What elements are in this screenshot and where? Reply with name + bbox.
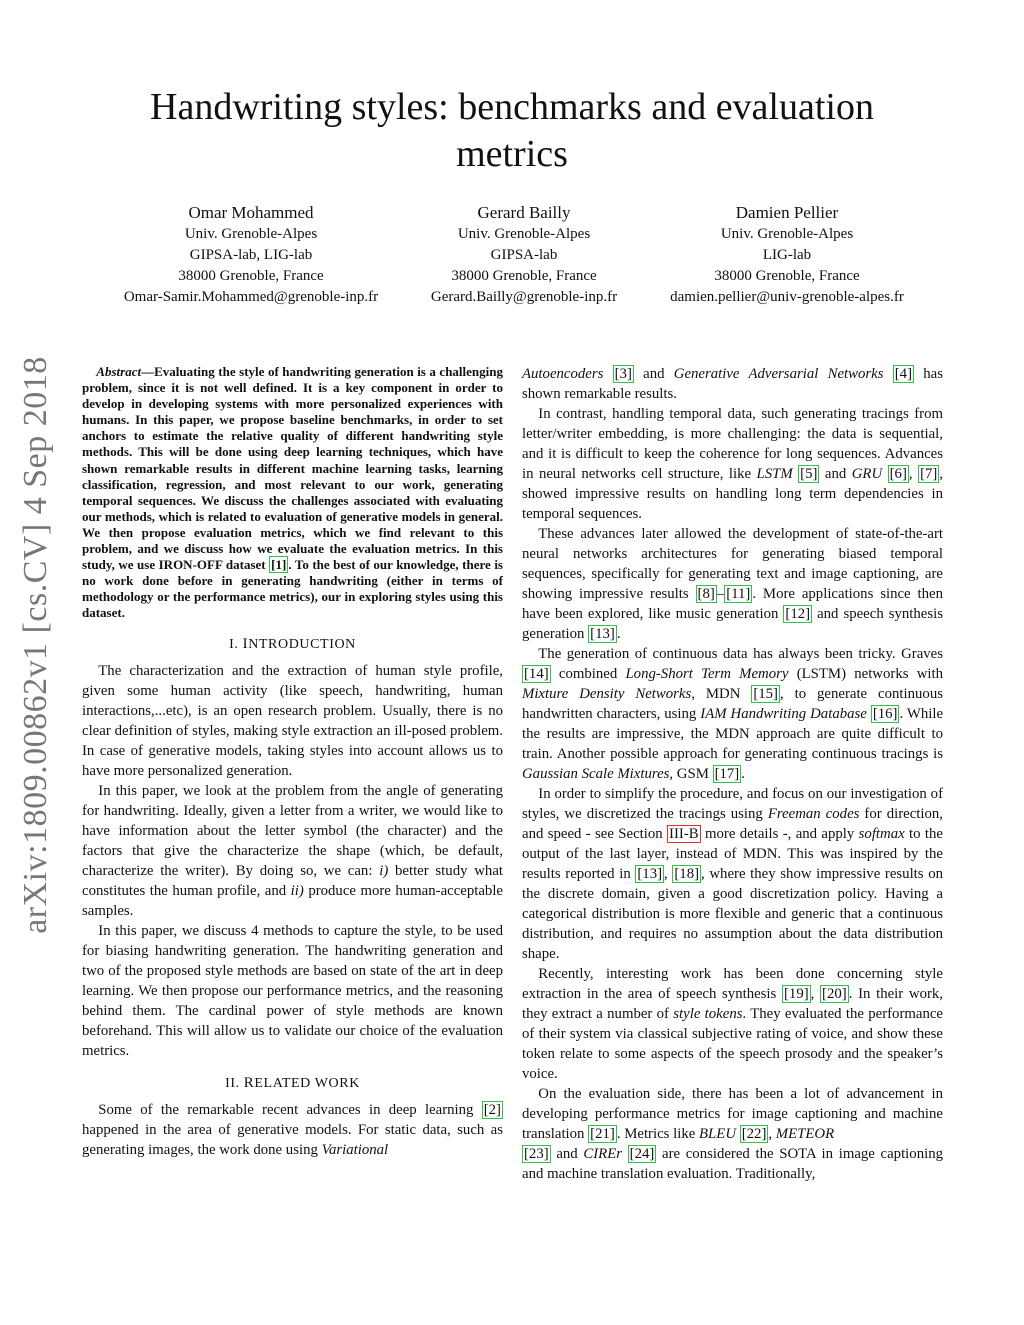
author-email: Omar-Samir.Mohammed@grenoble-inp.fr (123, 289, 379, 305)
section-heading-introduction: I. INTRODUCTION (229, 635, 356, 652)
citation-link[interactable]: [1] (271, 557, 287, 573)
author-affiliation: Univ. Grenoble-Alpes (184, 226, 318, 242)
citation-link[interactable]: [21] (590, 1126, 615, 1142)
paper-title: Handwriting styles: benchmarks and evaluation metrics (150, 86, 874, 175)
citation-link[interactable]: [2] (483, 1101, 501, 1118)
left-column (82, 364, 503, 1160)
paragraph: Some of the remarkable recent advances in deep learning [2] happened in the area of generative models. For static data, such as generating images, the work done using Variational (82, 1101, 503, 1158)
citation-link[interactable]: [14] (524, 666, 549, 682)
paragraph: The generation of continuous data has always been tricky. Graves [14] combined Long-Short Term Memory (LSTM) networks with Mixture Density Networks, MDN [15] , to generate continuous handwritten characters, using IAM Handwriting Database [16] . While the results are impressive, the MDN approach are quite difficult to train. Another possible approach for generating continuous tracings is Gaussian Scale Mixtures, GSM [17] . (522, 646, 944, 782)
author-affiliation: Univ. Grenoble-Alpes (720, 226, 854, 242)
citation-link[interactable]: [5] (800, 466, 818, 482)
paragraph: Recently, interesting work has been done concerning style extraction in the area of speech synthesis [19] , [20] . In their work, they extract a number of style tokens. They evaluated the performance of their system via classical subjective rating of voice, and show these token relate to some aspects of the speech prosody and the speaker’s voice. (522, 966, 943, 1082)
citation-link[interactable]: [24] (629, 1146, 655, 1162)
author-affiliation: Univ. Grenoble-Alpes (457, 226, 591, 242)
citation-link[interactable]: [7] (920, 466, 938, 482)
citation-link[interactable]: [19] (784, 986, 809, 1002)
right-column (522, 364, 943, 1184)
author-email: damien.pellier@univ-grenoble-alpes.fr (670, 289, 904, 305)
author-block-2 (393, 202, 655, 308)
abstract: Abstract—Evaluating the style of handwriting generation is a challenging problem, since it is not well defined. It is a key component in order to develop in developing systems with more personalized experiences with humans. In this paper, we propose baseline benchmarks, in order to set anchors to estimate the relative quality of different handwriting style methods. This will be done using deep learning techniques, which have shown remarkable results in different machine learning tasks, learning classification, regression, and most relevant to our work, generating temporal sequences. We discuss the challenges associated with evaluating our methods, which is related to evaluation of generative models in general. We then propose evaluation metrics, which we find relevant to this problem, and we discuss how we evaluate the evaluation metrics. In this study, we use IRON-OFF dataset [1] . To the best of our knowledge, there is no work done before in generating handwriting (either in terms of methodology or the performance metrics), our in exploring styles using this dataset. (82, 364, 503, 621)
citation-link[interactable]: [17] (714, 766, 740, 782)
citation-link[interactable]: [15] (753, 686, 778, 702)
citation-link[interactable]: [16] (872, 706, 898, 722)
section-link[interactable]: III-B (669, 826, 699, 842)
citation-link[interactable]: [3] (614, 366, 632, 382)
paragraph: In this paper, we look at the problem from the angle of generating for handwriting. Ideally, given a letter from a writer, we would like to have information about the letter symbol (the character) and the factors that give the characterize the shape (which, be default, characterize the writer). By doing so, we can: i) better study what constitutes the human profile, and ii) produce more human-acceptable samples. (82, 782, 504, 919)
citation-link[interactable]: [13] (590, 626, 615, 642)
citation-link[interactable]: [20] (822, 986, 847, 1002)
citation-link[interactable]: [6] (889, 466, 907, 482)
paragraph: Autoencoders [3] and Generative Adversarial Networks [4] has shown remarkable results. (522, 366, 943, 402)
author-affiliation: LIG-lab (762, 247, 812, 263)
paragraph: In contrast, handling temporal data, such generating tracings from letter/writer embedding, is more challenging: the data is sequential, and it is difficult to keep the coherence for long sequences. Advances in neural networks cell structure, like LSTM [5] and GRU [6] , [7] , showed impressive results on handling long term dependencies in temporal sequences. (522, 406, 944, 522)
author-address: 38000 Grenoble, France (714, 268, 860, 284)
paragraph: The characterization and the extraction of human style profile, given some human activity (like speech, handwriting, human interactions,...etc), is an open research problem. Usually, there is no clear definition of styles, making style extraction an ill-posed problem. In case of generative models, taking styles into account allows us to have more personalized generation. (82, 662, 503, 779)
author-email: Gerard.Bailly@grenoble-inp.fr (430, 289, 618, 305)
author-block-1 (96, 202, 406, 308)
paragraph: In order to simplify the procedure, and focus on our investigation of styles, we discretized the tracings using Freeman codes for direction, and speed - see Section III-B more details -, and apply softmax to the output of the last layer, instead of MDN. This was inspired by the results reported in [13] , [18] , where they show impressive results on the discrete domain, given a good discretization policy. Having a categorical distribution is more flexible and generic that a continuous distribution, and requires no assumption about the data distribution shape. (522, 786, 943, 962)
author-name: Damien Pellier (735, 203, 839, 222)
author-block-3 (646, 202, 928, 308)
paragraph: On the evaluation side, there has been a lot of advancement in developing performance metrics for image captioning and machine translation [21] . Metrics like BLEU [22] , METEOR [23] and CIREr [24] are considered the SOTA in image captioning and machine translation evaluation. Traditionally, (522, 1086, 943, 1182)
paragraph: In this paper, we discuss 4 methods to capture the style, to be used for biasing handwriting generation. The handwriting generation and two of the proposed style methods are based on state of the art in deep learning. We then propose our performance metrics, and the reasoning behind them. The cardinal power of style methods are known beforehand. This will allow us to validate our choice of the evaluation metrics. (82, 922, 503, 1059)
paragraph: These advances later allowed the development of state-of-the-art neural networks architectures for generating biased temporal sequences, specifically for generating text and image captioning, are showing impressive results [8] – [11] . More applications since then have been explored, like music generation [12] and speech synthesis generation [13] . (522, 526, 943, 642)
citation-link[interactable]: [22] (741, 1126, 767, 1142)
citation-link[interactable]: [12] (785, 606, 811, 622)
author-affiliation: GIPSA-lab (490, 247, 558, 263)
author-name: Gerard Bailly (477, 203, 571, 222)
abstract-lead: Abstract (96, 364, 142, 379)
citation-link[interactable]: [18] (674, 866, 700, 882)
author-address: 38000 Grenoble, France (451, 268, 597, 284)
citation-link[interactable]: [4] (894, 366, 913, 382)
section-heading-related-work: II. RELATED WORK (225, 1074, 360, 1091)
citation-link[interactable]: [23] (524, 1146, 549, 1162)
author-address: 38000 Grenoble, France (178, 268, 324, 284)
arxiv-identifier: arXiv:1809.00862v1 [cs.CV] 4 Sep 2018 (17, 356, 54, 934)
citation-link[interactable]: [11] (726, 586, 751, 602)
author-name: Omar Mohammed (188, 203, 314, 222)
citation-link[interactable]: [13] (637, 866, 663, 882)
citation-link[interactable]: [8] (697, 586, 715, 602)
author-affiliation: GIPSA-lab, LIG-lab (189, 247, 313, 263)
